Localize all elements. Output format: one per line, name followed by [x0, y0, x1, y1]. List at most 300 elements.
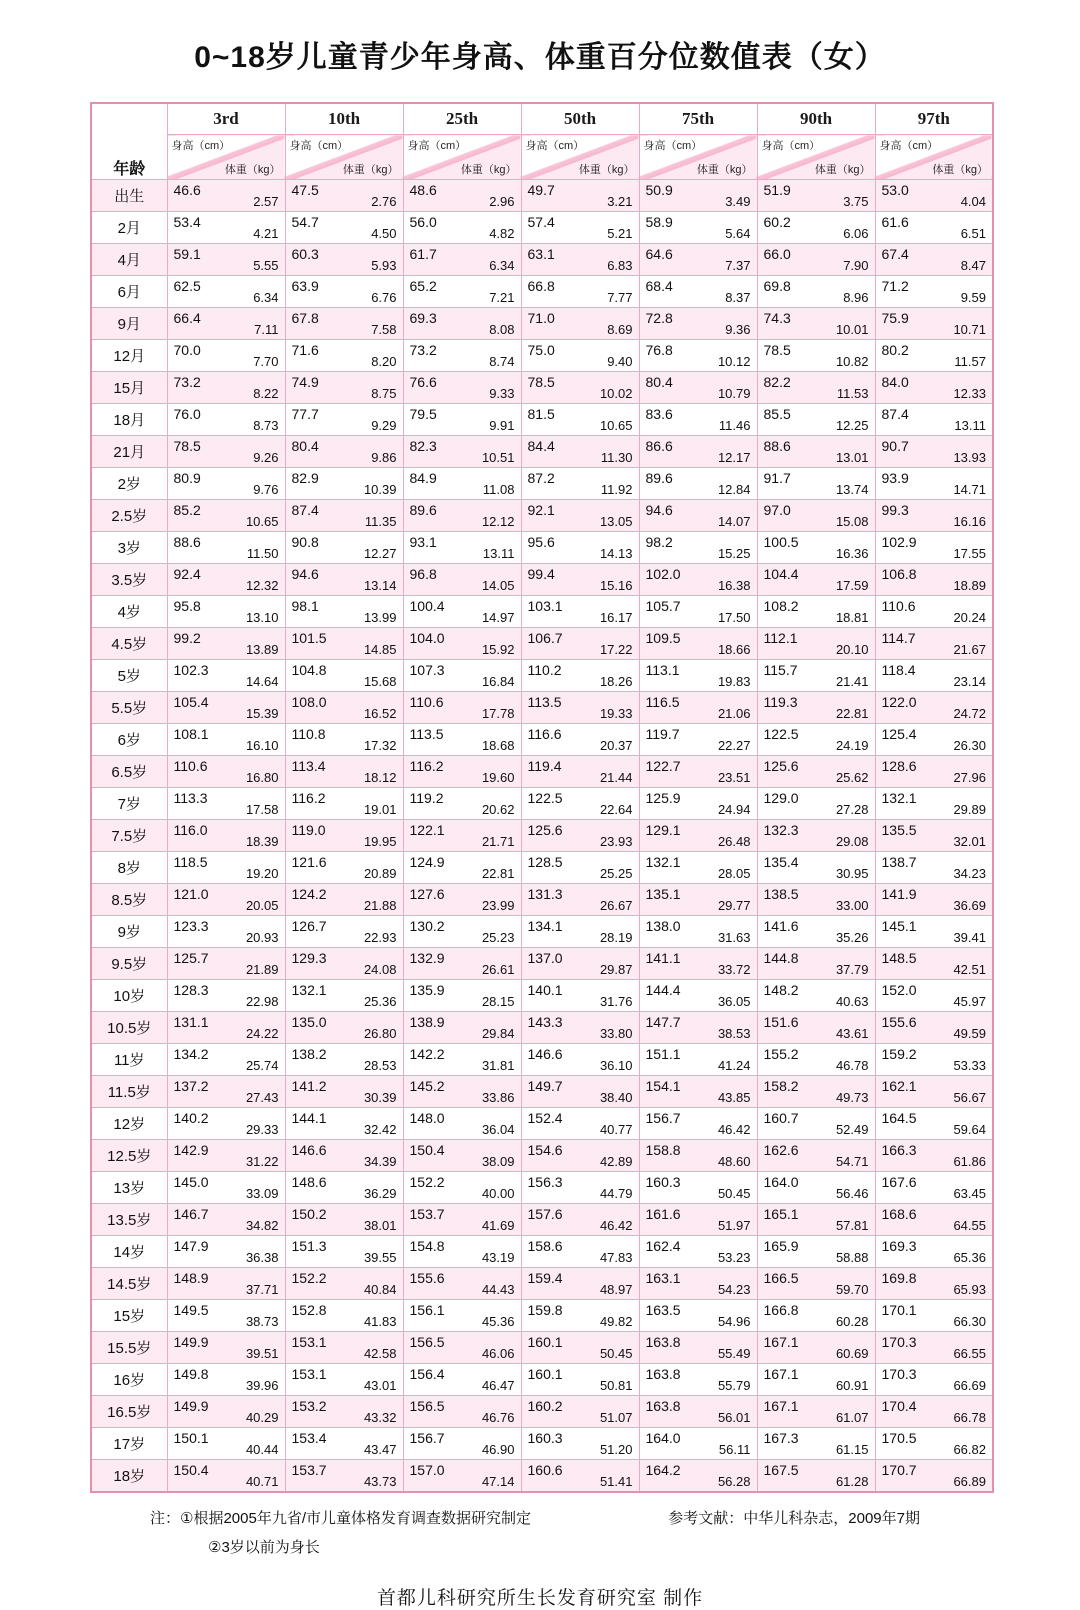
weight-value: 31.22	[245, 1154, 279, 1169]
weight-value: 43.32	[363, 1410, 397, 1425]
height-value: 110.8	[291, 726, 326, 742]
weight-value: 40.84	[363, 1282, 397, 1297]
weight-value: 33.09	[245, 1186, 279, 1201]
weight-value: 19.83	[717, 674, 751, 689]
data-cell-97th	[875, 1172, 993, 1204]
height-value: 116.2	[291, 790, 326, 806]
weight-value: 55.49	[717, 1346, 751, 1361]
data-cell-75th	[639, 596, 757, 628]
weight-value: 18.89	[953, 578, 986, 593]
weight-value: 42.51	[953, 962, 986, 977]
height-value: 163.1	[645, 1270, 681, 1286]
height-value: 78.5	[173, 438, 201, 454]
data-cell-10th	[285, 244, 403, 276]
weight-value: 10.65	[245, 514, 279, 529]
height-value: 148.9	[173, 1270, 209, 1286]
height-value: 146.6	[527, 1046, 563, 1062]
table-row	[91, 1428, 993, 1460]
weight-value: 16.38	[717, 578, 751, 593]
data-cell-50th	[521, 1268, 639, 1300]
data-cell-10th	[285, 1236, 403, 1268]
weight-value: 16.17	[599, 610, 633, 625]
weight-value: 23.93	[599, 834, 633, 849]
weight-value: 6.83	[607, 258, 633, 273]
weight-value: 33.00	[835, 898, 869, 913]
height-value: 155.6	[409, 1270, 445, 1286]
table-row	[91, 372, 993, 404]
weight-value: 46.42	[599, 1218, 633, 1233]
data-cell-3rd	[167, 564, 285, 596]
height-value: 129.0	[763, 790, 799, 806]
data-cell-97th	[875, 884, 993, 916]
weight-value: 18.39	[245, 834, 279, 849]
height-value: 150.4	[173, 1462, 209, 1478]
data-cell-97th	[875, 276, 993, 308]
age-cell: 4.5岁	[91, 628, 167, 660]
percentile-header-10th: 10th	[285, 103, 403, 135]
weight-value: 44.43	[481, 1282, 515, 1297]
data-cell-75th	[639, 948, 757, 980]
weight-value: 8.20	[371, 354, 397, 369]
height-value: 165.1	[763, 1206, 799, 1222]
weight-value: 11.08	[482, 482, 515, 497]
weight-value: 49.59	[953, 1026, 986, 1041]
weight-value: 13.05	[599, 514, 633, 529]
height-label: 身高（cm）	[525, 140, 585, 152]
weight-value: 56.28	[717, 1474, 751, 1489]
data-cell-10th	[285, 756, 403, 788]
table-row	[91, 468, 993, 500]
weight-value: 21.71	[481, 834, 515, 849]
height-value: 158.8	[645, 1142, 681, 1158]
weight-value: 11.46	[718, 418, 751, 433]
data-cell-10th	[285, 1300, 403, 1332]
weight-value: 65.93	[953, 1282, 986, 1297]
data-cell-50th	[521, 788, 639, 820]
height-value: 75.9	[881, 310, 909, 326]
weight-value: 53.33	[953, 1058, 986, 1073]
height-value: 152.4	[527, 1110, 563, 1126]
data-cell-25th	[403, 1300, 521, 1332]
weight-value: 60.28	[835, 1314, 869, 1329]
age-cell: 11岁	[91, 1044, 167, 1076]
weight-value: 40.00	[481, 1186, 515, 1201]
age-cell: 2岁	[91, 468, 167, 500]
weight-value: 38.73	[245, 1314, 279, 1329]
weight-value: 43.19	[481, 1250, 515, 1265]
weight-value: 43.73	[363, 1474, 397, 1489]
height-value: 51.9	[763, 182, 791, 198]
weight-value: 38.01	[363, 1218, 397, 1233]
weight-value: 38.53	[717, 1026, 751, 1041]
weight-value: 66.55	[953, 1346, 986, 1361]
data-cell-25th	[403, 436, 521, 468]
weight-value: 39.96	[245, 1378, 279, 1393]
weight-value: 53.23	[717, 1250, 751, 1265]
height-value: 48.6	[409, 182, 437, 198]
age-cell: 9.5岁	[91, 948, 167, 980]
data-cell-25th	[403, 404, 521, 436]
data-cell-25th	[403, 340, 521, 372]
weight-value: 11.30	[600, 450, 633, 465]
data-cell-75th	[639, 916, 757, 948]
weight-value: 28.53	[363, 1058, 397, 1073]
weight-value: 31.76	[599, 994, 633, 1009]
height-value: 129.1	[645, 822, 681, 838]
data-cell-10th	[285, 180, 403, 212]
height-value: 84.9	[409, 470, 437, 486]
weight-value: 34.39	[363, 1154, 397, 1169]
data-cell-75th	[639, 1396, 757, 1428]
weight-value: 22.27	[717, 738, 751, 753]
height-value: 153.7	[291, 1462, 327, 1478]
height-value: 132.3	[763, 822, 799, 838]
weight-value: 31.63	[717, 930, 751, 945]
data-cell-50th	[521, 692, 639, 724]
data-cell-3rd	[167, 852, 285, 884]
data-cell-75th	[639, 660, 757, 692]
height-value: 53.4	[173, 214, 201, 230]
weight-value: 7.37	[725, 258, 751, 273]
height-value: 63.1	[527, 246, 555, 262]
data-cell-75th	[639, 884, 757, 916]
data-cell-50th	[521, 1428, 639, 1460]
weight-value: 59.64	[953, 1122, 986, 1137]
height-value: 150.2	[291, 1206, 327, 1222]
height-value: 164.0	[763, 1174, 799, 1190]
height-label: 身高（cm）	[761, 140, 821, 152]
data-cell-50th	[521, 724, 639, 756]
weight-value: 66.78	[953, 1410, 986, 1425]
height-label: 身高（cm）	[643, 140, 703, 152]
note-line-2: ②3岁以前为身长	[208, 1539, 320, 1556]
data-cell-50th	[521, 276, 639, 308]
metric-header-50th	[521, 135, 639, 180]
age-cell: 3岁	[91, 532, 167, 564]
weight-value: 41.24	[717, 1058, 751, 1073]
data-cell-97th	[875, 404, 993, 436]
data-cell-10th	[285, 1012, 403, 1044]
height-value: 170.3	[881, 1334, 917, 1350]
weight-value: 7.90	[843, 258, 869, 273]
data-cell-90th	[757, 212, 875, 244]
table-row	[91, 916, 993, 948]
data-cell-97th	[875, 564, 993, 596]
data-cell-97th	[875, 1364, 993, 1396]
weight-value: 27.28	[835, 802, 869, 817]
data-cell-90th	[757, 1428, 875, 1460]
height-value: 84.4	[527, 438, 555, 454]
height-value: 49.7	[527, 182, 555, 198]
growth-chart-table-wrap	[90, 102, 990, 1493]
weight-value: 56.11	[718, 1442, 751, 1457]
data-cell-3rd	[167, 884, 285, 916]
weight-value: 44.79	[599, 1186, 633, 1201]
data-cell-10th	[285, 468, 403, 500]
weight-value: 36.05	[717, 994, 751, 1009]
height-value: 162.4	[645, 1238, 681, 1254]
weight-value: 8.37	[725, 290, 751, 305]
weight-value: 20.62	[481, 802, 515, 817]
height-value: 98.2	[645, 534, 673, 550]
height-value: 125.7	[173, 950, 209, 966]
data-cell-90th	[757, 500, 875, 532]
weight-value: 65.36	[953, 1250, 986, 1265]
data-cell-10th	[285, 404, 403, 436]
height-value: 167.6	[881, 1174, 917, 1190]
weight-value: 4.04	[960, 194, 986, 209]
height-value: 99.3	[881, 502, 909, 518]
table-row	[91, 1204, 993, 1236]
data-cell-97th	[875, 1076, 993, 1108]
height-value: 116.5	[645, 694, 680, 710]
data-cell-75th	[639, 468, 757, 500]
weight-value: 19.01	[363, 802, 397, 817]
data-cell-75th	[639, 500, 757, 532]
data-cell-25th	[403, 596, 521, 628]
weight-label: 体重（kg）	[342, 164, 399, 176]
weight-value: 8.96	[843, 290, 869, 305]
weight-value: 14.71	[953, 482, 986, 497]
data-cell-3rd	[167, 1428, 285, 1460]
data-cell-10th	[285, 1332, 403, 1364]
data-cell-10th	[285, 1204, 403, 1236]
height-value: 154.6	[527, 1142, 563, 1158]
weight-value: 11.53	[836, 386, 869, 401]
data-cell-25th	[403, 372, 521, 404]
height-value: 122.5	[527, 790, 563, 806]
height-value: 121.6	[291, 854, 327, 870]
table-row	[91, 980, 993, 1012]
data-cell-90th	[757, 756, 875, 788]
weight-value: 28.19	[599, 930, 633, 945]
weight-value: 27.96	[953, 770, 986, 785]
height-value: 148.0	[409, 1110, 445, 1126]
age-cell: 18岁	[91, 1460, 167, 1493]
weight-value: 23.51	[717, 770, 751, 785]
data-cell-10th	[285, 532, 403, 564]
height-value: 156.7	[409, 1430, 445, 1446]
data-cell-10th	[285, 724, 403, 756]
data-cell-3rd	[167, 756, 285, 788]
data-cell-25th	[403, 1108, 521, 1140]
age-cell: 9岁	[91, 916, 167, 948]
table-row	[91, 692, 993, 724]
weight-value: 10.39	[363, 482, 397, 497]
height-value: 128.5	[527, 854, 563, 870]
height-value: 90.7	[881, 438, 909, 454]
height-value: 138.7	[881, 854, 917, 870]
height-value: 113.5	[409, 726, 444, 742]
weight-value: 18.81	[835, 610, 869, 625]
data-cell-25th	[403, 276, 521, 308]
note-reference: 参考文献：中华儿科杂志，2009年7期	[668, 1510, 920, 1527]
height-value: 132.9	[409, 950, 445, 966]
data-cell-97th	[875, 1300, 993, 1332]
weight-value: 16.10	[245, 738, 279, 753]
weight-value: 35.26	[835, 930, 869, 945]
data-cell-3rd	[167, 1140, 285, 1172]
weight-label: 体重（kg）	[932, 164, 988, 176]
height-value: 150.4	[409, 1142, 445, 1158]
height-value: 102.9	[881, 534, 917, 550]
weight-value: 14.85	[363, 642, 397, 657]
data-cell-50th	[521, 1460, 639, 1493]
weight-value: 46.47	[481, 1378, 515, 1393]
weight-value: 19.95	[363, 834, 397, 849]
weight-label: 体重（kg）	[224, 164, 281, 176]
data-cell-75th	[639, 1268, 757, 1300]
weight-value: 8.74	[489, 354, 515, 369]
height-value: 71.6	[291, 342, 319, 358]
height-value: 46.6	[173, 182, 201, 198]
data-cell-75th	[639, 1172, 757, 1204]
data-cell-97th	[875, 1044, 993, 1076]
data-cell-50th	[521, 500, 639, 532]
weight-value: 29.87	[599, 962, 633, 977]
height-value: 85.2	[173, 502, 201, 518]
height-value: 68.4	[645, 278, 673, 294]
height-value: 135.1	[645, 886, 681, 902]
weight-value: 17.50	[717, 610, 751, 625]
data-cell-90th	[757, 820, 875, 852]
data-cell-10th	[285, 660, 403, 692]
weight-value: 13.93	[953, 450, 986, 465]
data-cell-50th	[521, 1012, 639, 1044]
data-cell-10th	[285, 308, 403, 340]
weight-value: 18.12	[363, 770, 397, 785]
weight-value: 36.69	[953, 898, 986, 913]
weight-value: 37.79	[835, 962, 869, 977]
age-cell: 18月	[91, 404, 167, 436]
height-value: 82.2	[763, 374, 791, 390]
weight-value: 20.05	[245, 898, 279, 913]
data-cell-10th	[285, 884, 403, 916]
table-row	[91, 948, 993, 980]
height-value: 161.6	[645, 1206, 681, 1222]
age-cell: 2.5岁	[91, 500, 167, 532]
weight-value: 40.63	[835, 994, 869, 1009]
data-cell-75th	[639, 532, 757, 564]
weight-value: 9.29	[371, 418, 397, 433]
height-value: 164.0	[645, 1430, 681, 1446]
data-cell-90th	[757, 1044, 875, 1076]
data-cell-25th	[403, 1236, 521, 1268]
data-cell-3rd	[167, 500, 285, 532]
data-cell-90th	[757, 404, 875, 436]
height-value: 108.1	[173, 726, 209, 742]
data-cell-25th	[403, 468, 521, 500]
height-label: 身高（cm）	[289, 140, 349, 152]
weight-value: 9.33	[489, 386, 515, 401]
data-cell-25th	[403, 1396, 521, 1428]
age-cell: 9月	[91, 308, 167, 340]
height-value: 80.4	[645, 374, 673, 390]
weight-value: 25.25	[599, 866, 633, 881]
height-value: 144.8	[763, 950, 799, 966]
data-cell-97th	[875, 980, 993, 1012]
table-row	[91, 788, 993, 820]
height-value: 151.3	[291, 1238, 327, 1254]
age-cell: 10岁	[91, 980, 167, 1012]
height-value: 149.8	[173, 1366, 209, 1382]
weight-value: 46.90	[481, 1442, 515, 1457]
data-cell-75th	[639, 1428, 757, 1460]
data-cell-10th	[285, 1172, 403, 1204]
height-value: 74.9	[291, 374, 319, 390]
height-value: 110.2	[527, 662, 562, 678]
weight-value: 55.79	[717, 1378, 751, 1393]
data-cell-50th	[521, 948, 639, 980]
weight-value: 43.01	[363, 1378, 397, 1393]
data-cell-50th	[521, 1108, 639, 1140]
height-value: 131.1	[173, 1014, 209, 1030]
height-value: 138.2	[291, 1046, 327, 1062]
weight-value: 15.16	[599, 578, 633, 593]
weight-value: 16.84	[481, 674, 515, 689]
weight-value: 3.49	[725, 194, 751, 209]
height-value: 119.2	[409, 790, 444, 806]
table-row	[91, 724, 993, 756]
weight-value: 40.44	[245, 1442, 279, 1457]
data-cell-97th	[875, 820, 993, 852]
weight-value: 66.69	[953, 1378, 986, 1393]
height-value: 151.1	[645, 1046, 681, 1062]
weight-value: 27.43	[245, 1090, 279, 1105]
weight-value: 18.26	[599, 674, 633, 689]
height-value: 125.9	[645, 790, 681, 806]
height-value: 85.5	[763, 406, 791, 422]
age-cell: 3.5岁	[91, 564, 167, 596]
data-cell-50th	[521, 756, 639, 788]
height-value: 153.7	[409, 1206, 445, 1222]
data-cell-75th	[639, 820, 757, 852]
height-value: 127.6	[409, 886, 445, 902]
height-value: 71.2	[881, 278, 909, 294]
data-cell-90th	[757, 1396, 875, 1428]
age-cell: 16.5岁	[91, 1396, 167, 1428]
data-cell-90th	[757, 788, 875, 820]
height-value: 102.0	[645, 566, 681, 582]
data-cell-90th	[757, 340, 875, 372]
weight-value: 64.55	[953, 1218, 986, 1233]
height-value: 87.4	[291, 502, 319, 518]
height-value: 53.0	[881, 182, 909, 198]
height-value: 135.5	[881, 822, 917, 838]
data-cell-10th	[285, 1044, 403, 1076]
data-cell-50th	[521, 564, 639, 596]
data-cell-90th	[757, 1012, 875, 1044]
weight-value: 50.45	[717, 1186, 751, 1201]
data-cell-75th	[639, 756, 757, 788]
data-cell-25th	[403, 788, 521, 820]
data-cell-50th	[521, 468, 639, 500]
weight-value: 38.40	[599, 1090, 633, 1105]
height-value: 140.1	[527, 982, 563, 998]
data-cell-50th	[521, 1076, 639, 1108]
age-cell: 7.5岁	[91, 820, 167, 852]
height-value: 62.5	[173, 278, 201, 294]
data-cell-97th	[875, 660, 993, 692]
age-cell: 4岁	[91, 596, 167, 628]
weight-value: 46.76	[481, 1410, 515, 1425]
table-row	[91, 180, 993, 212]
height-value: 122.0	[881, 694, 917, 710]
weight-value: 16.36	[835, 546, 869, 561]
age-cell: 15.5岁	[91, 1332, 167, 1364]
height-value: 152.8	[291, 1302, 327, 1318]
percentile-header-97th: 97th	[875, 103, 993, 135]
